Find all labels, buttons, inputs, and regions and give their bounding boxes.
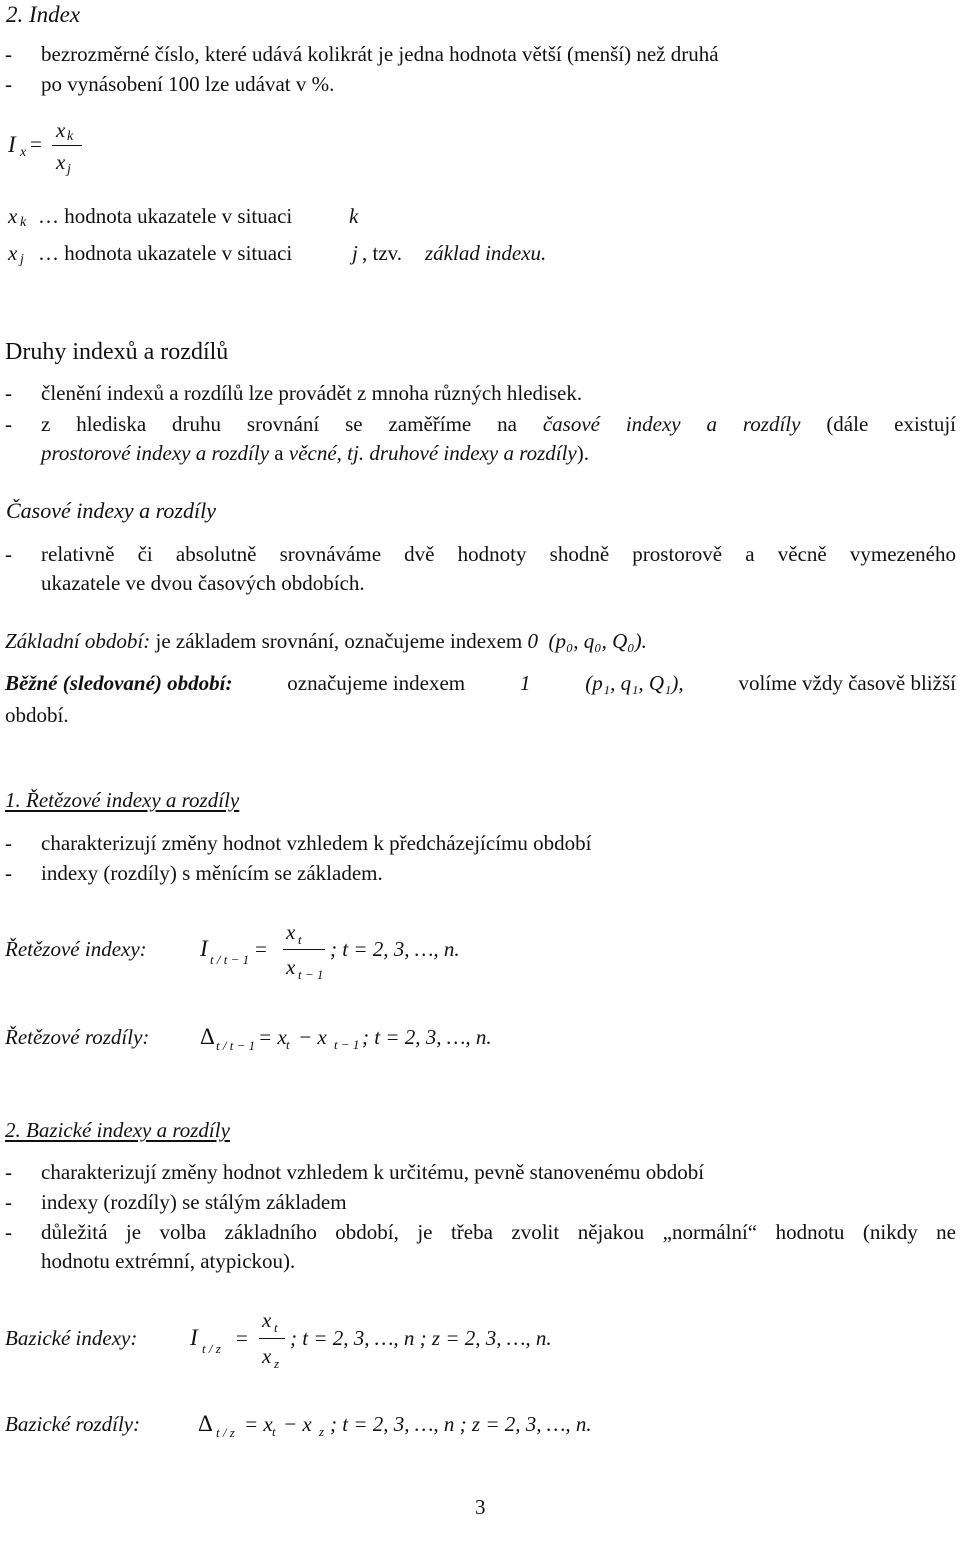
formula-eq: =	[30, 132, 42, 156]
bullet-dash: -	[5, 861, 12, 885]
basic-index-lhs-sub: t / z	[202, 1341, 221, 1356]
xj-text: … hodnota ukazatele v situaci	[38, 241, 293, 265]
xj-var: x	[8, 241, 18, 265]
chain-diff-label: Řetězové rozdíly:	[5, 1025, 150, 1049]
basic-diff-label: Bazické rozdíly:	[5, 1412, 141, 1436]
chain-index-den-sub: t − 1	[298, 967, 324, 982]
bullet-dash: -	[5, 542, 12, 566]
base-period: Základní období: je základem srovnání, označujeme indexem 0 (p₀, q₀, Q₀).	[5, 629, 647, 653]
types-heading: Druhy indexů a rozdílů	[5, 339, 229, 365]
chain-diff-b: − x	[298, 1025, 327, 1049]
chain-index-num-sub: t	[298, 932, 302, 947]
chain-index-lhs-sub: t / t − 1	[210, 952, 250, 967]
xk-text: … hodnota ukazatele v situaci	[38, 204, 293, 228]
xj-italic: základ indexu.	[425, 241, 547, 265]
basic-diff-lhs-sub: t / z	[216, 1425, 235, 1440]
basic-heading: 2. Bazické indexy a rozdíly	[5, 1118, 230, 1142]
formula-den-sub: j	[67, 162, 71, 177]
basic-item-3-line-2: hodnotu extrémní, atypickou).	[41, 1249, 296, 1273]
fraction-bar	[259, 1338, 285, 1339]
basic-item-3-line-1: důležitá je volba základního období, je třeba zvolit nějakou „normální“ hodnotu (nikdy ne	[41, 1220, 956, 1244]
chain-diff-a: = x	[258, 1025, 287, 1049]
chain-diff-a-sub: t	[286, 1037, 290, 1052]
xk-sub: k	[20, 215, 27, 230]
page: 2. Index - bezrozměrné číslo, které udává kolikrát je jedna hodnota větší (menší) než druhá - po vynásobení 100 lze udávat v %. I x = x k x j x k … hodnota ukazatele v situaci k x j … hodnota ukazatele v situaci j , tzv. základ indexu. Druhy indexů a rozdílů - členění indexů a rozdílů lze provádět z mnoha různých hledisek. - z hlediska druhu srovnání se zaměříme na časové indexy a rozdíly (dále existují prostorové indexy a rozdíly a věcné, tj. druhové indexy a rozdíly). Časové indexy a rozdíly - relativně či absolutně srovnáváme dvě hodnoty shodně prostorově a věcně vymezeného ukazatele ve dvou časových obdobích. Základní období: je základem srovnání, označujeme indexem 0 (p₀, q₀, Q₀). Běžné (sledované) období: označujeme indexem 1 (p₁, q₁, Q₁), volíme vždy časově bližší období. 1. Řetězové indexy a rozdíly - charakterizují změny hodnot vzhledem k předcházejícímu období - indexy (rozdíly) s měnícím se základem. Řetězové indexy: I t / t − 1 = x t x t − 1 ; t = 2, 3, …, n. Řetězové rozdíly: Δ t / t − 1 = x t − x t − 1 ; t = 2, 3, …, n. 2. Bazické indexy a rozdíly - charakterizují změny hodnot vzhledem k určitému, pevně stanovenému období - indexy (rozdíly) se stálým základem - důležitá je volba základního období, je třeba zvolit nějakou „normální“ hodnotu (nikdy ne hodnotu extrémní, atypickou). Bazické indexy: I t / z = x t x z ; t = 2, 3, …, n ; z = 2, 3, …, n. Bazické rozdíly: Δ t / z = x t − x z ; t = 2, 3, …, n ; z = 2, 3, …, n. 3	[5, 2, 956, 1519]
section-heading: 2. Index	[6, 2, 81, 27]
xj-sub: j	[20, 252, 24, 267]
intro-item: bezrozměrné číslo, které udává kolikrát je jedna hodnota větší (menší) než druhá	[41, 42, 719, 66]
basic-diff-b: − x	[283, 1412, 312, 1436]
basic-diff-a: = x	[244, 1412, 273, 1436]
time-item-line-2: ukazatele ve dvou časových obdobích.	[41, 571, 365, 595]
basic-item-2: indexy (rozdíly) se stálým základem	[41, 1190, 347, 1214]
bullet-dash: -	[5, 1160, 12, 1184]
types-item-2-line-1: z hlediska druhu srovnání se zaměříme na časové indexy a rozdíly (dále existují	[41, 412, 956, 436]
types-item-2-line-2: prostorové indexy a rozdíly a věcné, tj. druhové indexy a rozdíly).	[41, 441, 589, 465]
bullet-dash: -	[5, 42, 12, 66]
chain-index-num: x	[286, 920, 296, 944]
basic-item-1: charakterizují změny hodnot vzhledem k určitému, pevně stanovenému období	[41, 1160, 705, 1184]
chain-item: charakterizují změny hodnot vzhledem k předcházejícímu období	[41, 831, 592, 855]
formula-num: x	[56, 118, 66, 142]
basic-index-num-sub: t	[274, 1320, 278, 1335]
chain-index-lhs: I	[200, 936, 208, 961]
bullet-dash: -	[5, 831, 12, 855]
bullet-dash: -	[5, 381, 12, 405]
basic-index-range: ; t = 2, 3, …, n ; z = 2, 3, …, n.	[290, 1326, 552, 1350]
types-item-1: členění indexů a rozdílů lze provádět z mnoha různých hledisek.	[41, 381, 583, 405]
formula-lhs-sub: x	[20, 145, 27, 160]
chain-item: indexy (rozdíly) s měnícím se základem.	[41, 861, 383, 885]
xk-var: x	[8, 204, 18, 228]
xj-j: j	[352, 241, 358, 265]
basic-index-num: x	[262, 1308, 272, 1332]
page-number: 3	[475, 1495, 486, 1519]
time-item-line-1: relativně či absolutně srovnáváme dvě hodnoty shodně prostorově a věcně vymezeného	[41, 542, 956, 566]
chain-diff-range: ; t = 2, 3, …, n.	[362, 1025, 492, 1049]
basic-index-lhs: I	[190, 1325, 198, 1350]
time-heading: Časové indexy a rozdíly	[6, 498, 216, 523]
chain-index-label: Řetězové indexy:	[5, 937, 147, 961]
bullet-dash: -	[5, 1220, 12, 1244]
intro-item: po vynásobení 100 lze udávat v %.	[41, 72, 335, 96]
chain-diff-lhs: Δ	[200, 1024, 215, 1049]
basic-index-den-sub: z	[274, 1356, 280, 1371]
formula-lhs: I	[8, 132, 16, 157]
basic-index-label: Bazické indexy:	[5, 1326, 138, 1350]
basic-diff-range: ; t = 2, 3, …, n ; z = 2, 3, …, n.	[330, 1412, 592, 1436]
basic-index-eq: =	[236, 1326, 248, 1350]
basic-diff-lhs: Δ	[198, 1411, 213, 1436]
chain-diff-b-sub: t − 1	[334, 1037, 360, 1052]
fraction-bar	[283, 949, 325, 950]
formula-num-sub: k	[67, 129, 74, 144]
chain-index-range: ; t = 2, 3, …, n.	[330, 937, 460, 961]
basic-index-den: x	[262, 1344, 272, 1368]
basic-diff-a-sub: t	[272, 1424, 276, 1439]
formula-den: x	[56, 150, 66, 174]
xj-tail: , tzv.	[362, 241, 403, 265]
chain-heading: 1. Řetězové indexy a rozdíly	[5, 788, 240, 812]
bullet-dash: -	[5, 72, 12, 96]
bullet-dash: -	[5, 1190, 12, 1214]
chain-diff-lhs-sub: t / t − 1	[216, 1038, 256, 1053]
chain-index-eq: =	[255, 937, 267, 961]
xk-k: k	[349, 204, 359, 228]
basic-diff-b-sub: z	[319, 1424, 325, 1439]
current-period-line-2: období.	[5, 703, 69, 727]
fraction-bar	[52, 145, 82, 146]
bullet-dash: -	[5, 412, 12, 436]
chain-index-den: x	[286, 955, 296, 979]
